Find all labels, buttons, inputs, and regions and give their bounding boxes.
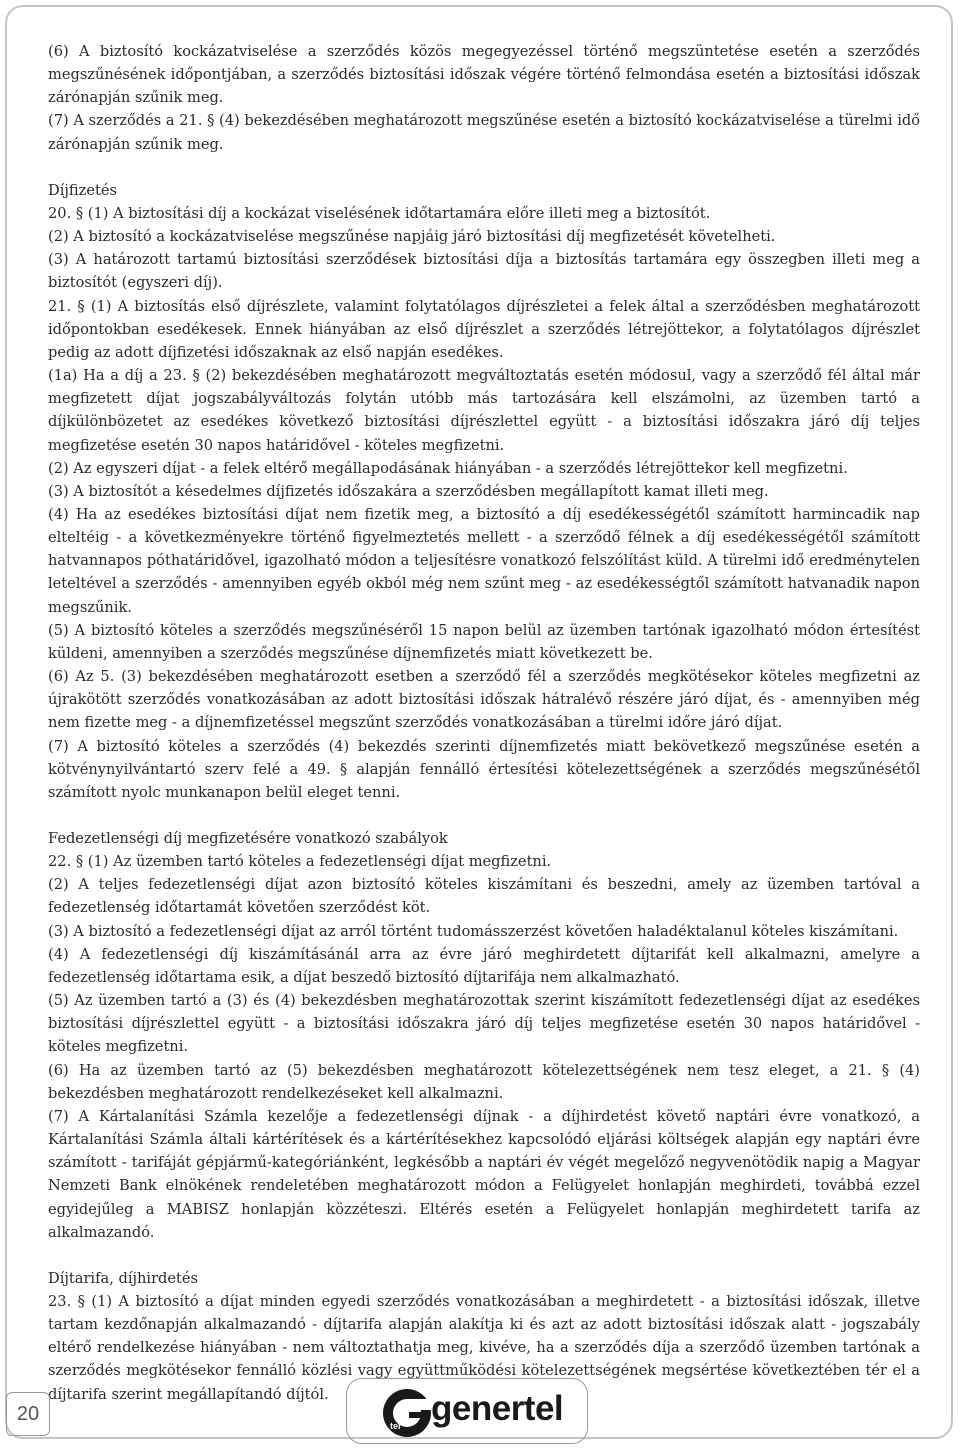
logo-wordmark: genertel <box>431 1389 564 1428</box>
paragraph: 22. § (1) Az üzemben tartó köteles a fedezetlenségi díjat megfizetni. <box>48 853 552 871</box>
paragraph: (3) A biztosító a fedezetlenségi díjat az arról történt tudomásszerzést követően haladéktalanul köteles kiszámítani. <box>48 922 899 940</box>
section-heading: Díjtarifa, díjhirdetés <box>48 1269 199 1287</box>
genertel-logo-icon <box>379 1385 435 1441</box>
paragraph: (4) A fedezetlenségi díj kiszámításánál arra az évre járó meghirdetett díjtarifát kell alkalmazni, amelyre a fedezetlenség időtartama esik, a díjat beszedő biztosító díjtarifája nem alkalmazható. <box>48 945 920 986</box>
page-number: 20 <box>6 1392 50 1436</box>
paragraph: (2) A teljes fedezetlenségi díjat azon biztosító köteles kiszámítani és beszedni, amely az üzemben tartóval a fedezetlenség időtartamát követően szerződést köt. <box>48 876 920 917</box>
paragraph: (2) Az egyszeri díjat - a felek eltérő megállapodásának hiányában - a szerződés létrejöttekor kell megfizetni. <box>48 459 848 477</box>
paragraph: 20. § (1) A biztosítási díj a kockázat viselésének időtartamára előre illeti meg a biztosítót. <box>48 204 711 222</box>
paragraph: (7) A biztosító köteles a szerződés (4) bekezdés szerinti díjnemfizetés miatt bekövetkező megszűnése esetén a kötvénynyilvántartó szerv felé a 49. § alapján fennálló értesítési kötelezettségének a szerződés megszűnésétől számított nyolc munkanapon belül eleget tenni. <box>48 737 920 801</box>
paragraph: (6) Az 5. (3) bekezdésében meghatározott esetben a szerződő fél a szerződés megkötésekor köteles megfizetni az újrakötött szerződés vonatkozásában az adott biztosítási időszak hátralévő részére járó díjat, és - amennyiben még nem fizette meg - a díjnemfizetéssel megszűnt szerződés vonatkozásában a türelmi időre járó díjat. <box>48 668 920 732</box>
paragraph: 23. § (1) A biztosító a díjat minden egyedi szerződés vonatkozásában a meghirdetett - a biztosítási időszak, illetve tartam kezdőnapján alkalmazandó - díjtarifa alapján alakítja ki és azt az adott biztosítási időszak alatt - jogszabály eltérő rendelkezése hiányában - nem változtathatja meg, kivéve, ha a szerződés díja a szerződő üzemben tartónak a szerződés megkötésekor fennálló közlési vagy együttműködési kötelezettségének megsértése következtében tér el a díjtarifa szerint megállapítandó díjtól. <box>48 1292 920 1403</box>
paragraph: (6) Ha az üzemben tartó az (5) bekezdésben meghatározott kötelezettségének nem tesz eleget, a 21. § (4) bekezdésben meghatározott rendelkezéseket kell alkalmazni. <box>48 1061 920 1102</box>
paragraph: (5) A biztosító köteles a szerződés megszűnéséről 15 napon belül az üzemben tartónak igazolható módon értesítést küldeni, amennyiben a szerződés megszűnése díjnemfizetés miatt következett be. <box>48 621 920 662</box>
logo <box>346 1378 588 1444</box>
paragraph: 21. § (1) A biztosítás első díjrészlete, valamint folytatólagos díjrészletei a felek által a szerződésben meghatározott időpontokban esedékesek. Ennek hiányában az első díjrészlet a szerződés létrejöttekor, a folytatólagos díjrészlet pedig az adott díjfizetési időszaknak az első napján esedékes. <box>48 297 920 361</box>
paragraph-gap <box>48 156 920 179</box>
document-body <box>48 40 920 1406</box>
paragraph: (5) Az üzemben tartó a (3) és (4) bekezdésben meghatározottak szerint kiszámított fedezetlenségi díjat az esedékes biztosítási díjrészlettel együtt - a biztosítási időszakra járó díj teljes megfizetése esetén 30 napos határidővel - köteles megfizetni. <box>48 992 920 1056</box>
paragraph: (3) A biztosítót a késedelmes díjfizetés időszakára a szerződésben megállapított kamat illeti meg. <box>48 482 769 500</box>
paragraph: (1a) Ha a díj a 23. § (2) bekezdésében meghatározott megváltoztatás esetén módosul, vagy a szerződő fél által már megfizetett díjat jogszabályváltozás folytán utóbb más tartozására kell elszámolni, az üzemben tartó a díjkülönbözetet az esedékes következő biztosítási díjrészlettel együtt - a biztosítási időszakra járó díj teljes megfizetése esetén 30 napos határidővel - köteles megfizetni. <box>48 367 920 454</box>
paragraph: (6) A biztosító kockázatviselése a szerződés közös megegyezéssel történő megszüntetése esetén a szerződés megszűnésének időpontjában, a szerződés biztosítási időszak végére történő felmondása esetén a biztosítási időszak zárónapján szűnik meg. <box>48 43 920 107</box>
paragraph: (7) A szerződés a 21. § (4) bekezdésében meghatározott megszűnése esetén a biztosító kockázatviselése a türelmi idő zárónapján szűnik meg. <box>48 112 920 153</box>
logo-small-text: tel <box>390 1421 401 1431</box>
section-heading: Fedezetlenségi díj megfizetésére vonatkozó szabályok <box>48 830 448 847</box>
section-heading: Díjfizetés <box>48 181 117 199</box>
paragraph-gap <box>48 804 920 827</box>
paragraph: (7) A Kártalanítási Számla kezelője a fedezetlenségi díjnak - a díjhirdetést követő naptári évre vonatkozó, a Kártalanítási Számla általi kártérítések és a kártérítésekhez kapcsolódó eljárási költségek alapján egy naptári évre számított - tarifáját gépjármű-kategóriánként, legkésőbb a naptári év végét megelőző negyvenötödik napig a Magyar Nemzeti Bank elnökének rendeletében meghatározott módon a Felügyelet honlapján meghirdeti, továbbá ezzel egyidejűleg a MABISZ honlapján közzéteszi. Eltérés esetén a Felügyelet honlapján meghirdetett tarifa az alkalmazandó. <box>48 1107 920 1241</box>
paragraph-gap <box>48 1244 920 1267</box>
paragraph: (4) Ha az esedékes biztosítási díjat nem fizetik meg, a biztosító a díj esedékességétől számított harmincadik nap elteltéig - a következményekre történő figyelmeztetés mellett - a szerződő félnek a díj esedékességétől számított hatvannapos póthatáridővel, igazolható módon a teljesítésre vonatkozó felszólítást küld. A türelmi idő eredménytelen leteltével a szerződés - amennyiben egyéb okból még nem szűnt meg - az esedékességtől számított hatvanadik napon megszűnik. <box>48 505 920 616</box>
paragraph: (3) A határozott tartamú biztosítási szerződések biztosítási díja a biztosítás tartamára egy összegben illeti meg a biztosítót (egyszeri díj). <box>48 251 920 292</box>
paragraph: (2) A biztosító a kockázatviselése megszűnése napjáig járó biztosítási díj megfizetését követelheti. <box>48 228 776 246</box>
